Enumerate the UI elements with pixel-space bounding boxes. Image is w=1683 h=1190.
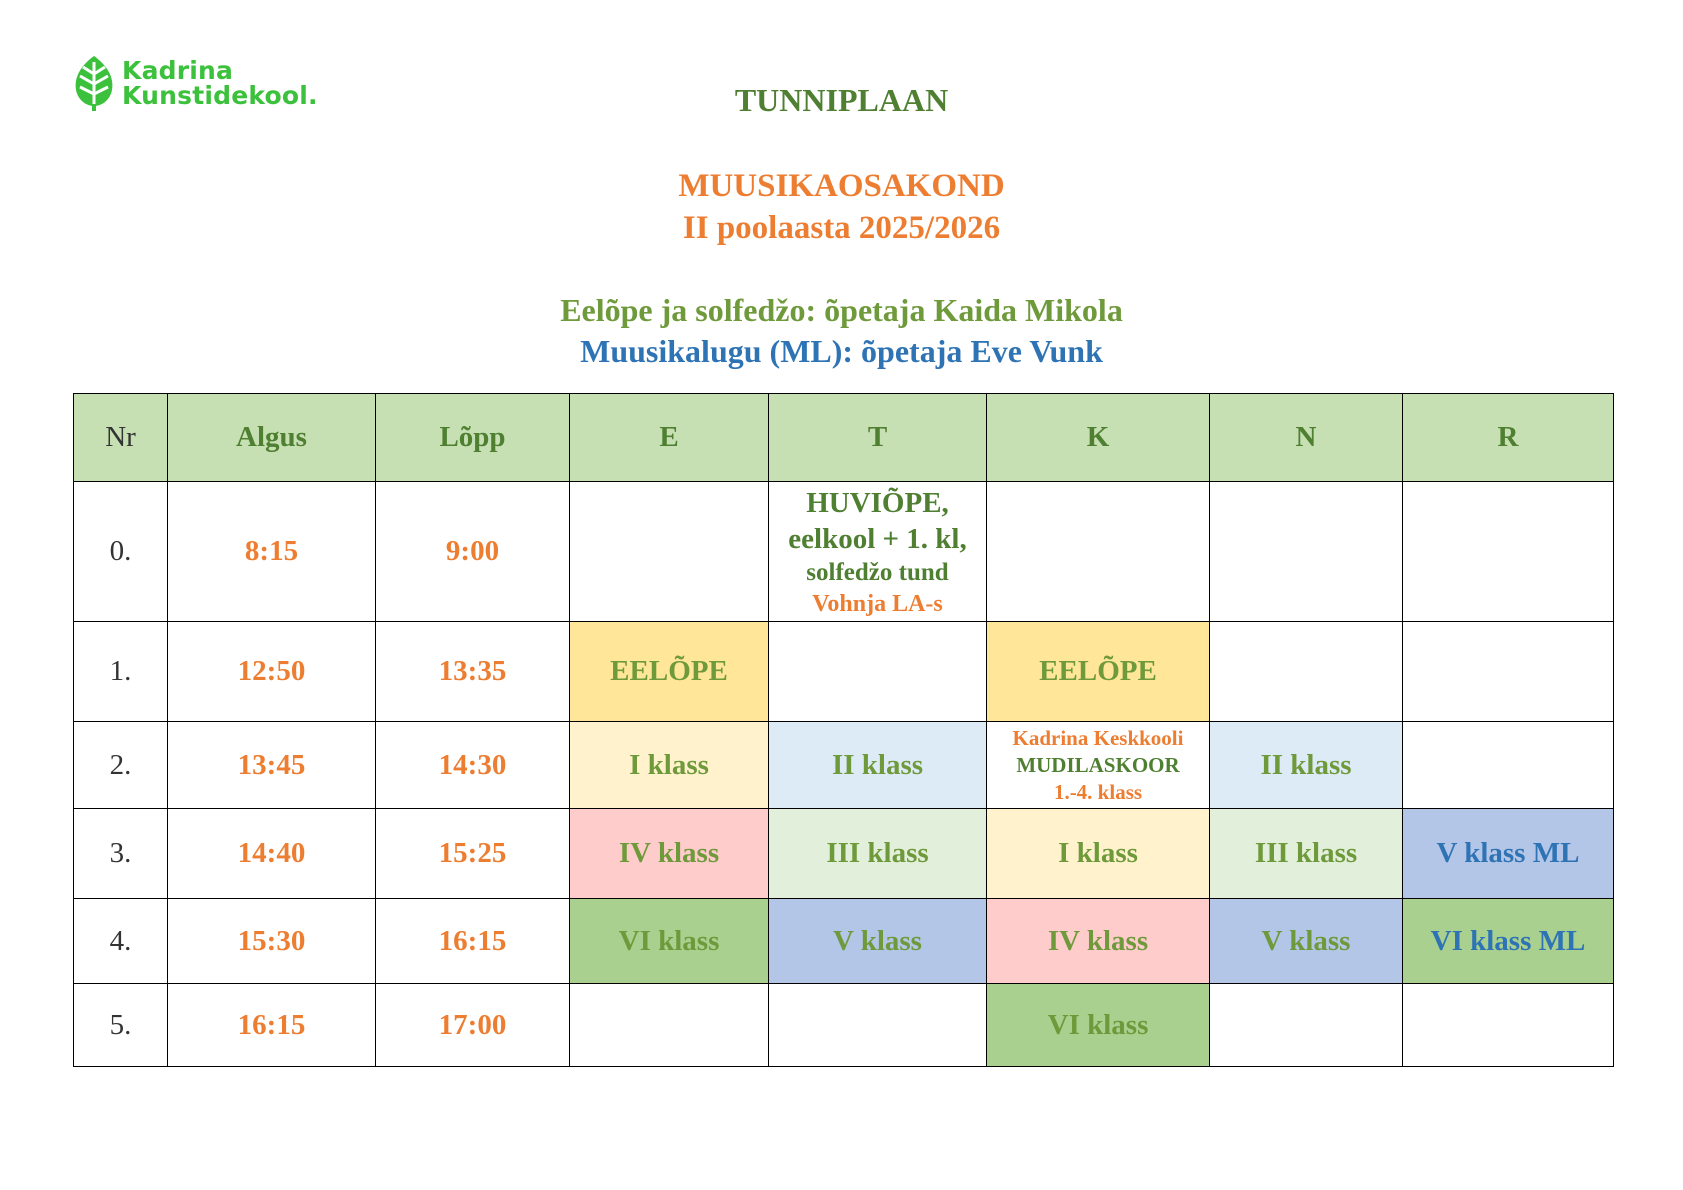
cell-wednesday: EELÕPE	[987, 622, 1210, 722]
col-header-friday: R	[1403, 394, 1614, 482]
col-header-end: Lõpp	[376, 394, 570, 482]
cell-tuesday	[769, 622, 987, 722]
start-time: 16:15	[168, 984, 376, 1067]
logo-line-1: Kadrina	[122, 56, 234, 85]
cell-thursday	[1210, 984, 1403, 1067]
cell-friday	[1403, 722, 1614, 809]
end-time: 17:00	[376, 984, 570, 1067]
cell-thursday: III klass	[1210, 809, 1403, 899]
start-time: 12:50	[168, 622, 376, 722]
row-number: 5.	[74, 984, 168, 1067]
teacher-solfeggio: Eelõpe ja solfedžo: õpetaja Kaida Mikola	[560, 292, 1123, 328]
teachers-block	[0, 290, 1683, 372]
row-number: 0.	[74, 482, 168, 622]
schedule-table	[73, 393, 1614, 1067]
huviope-group: eelkool + 1. kl,	[788, 522, 967, 555]
cell-friday	[1403, 482, 1614, 622]
cell-monday	[570, 984, 769, 1067]
cell-wednesday: VI klass	[987, 984, 1210, 1067]
cell-wednesday: I klass	[987, 809, 1210, 899]
cell-friday: VI klass ML	[1403, 899, 1614, 984]
col-header-tuesday: T	[769, 394, 987, 482]
table-row	[74, 482, 1614, 622]
department-block	[0, 165, 1683, 249]
cell-thursday: II klass	[1210, 722, 1403, 809]
table-row	[74, 809, 1614, 899]
table-row	[74, 984, 1614, 1067]
end-time: 16:15	[376, 899, 570, 984]
start-time: 13:45	[168, 722, 376, 809]
start-time: 14:40	[168, 809, 376, 899]
cell-tuesday: III klass	[769, 809, 987, 899]
cell-monday: VI klass	[570, 899, 769, 984]
row-number: 3.	[74, 809, 168, 899]
end-time: 9:00	[376, 482, 570, 622]
col-header-start: Algus	[168, 394, 376, 482]
start-time: 8:15	[168, 482, 376, 622]
cell-tuesday: II klass	[769, 722, 987, 809]
teacher-music-history: Muusikalugu (ML): õpetaja Eve Vunk	[580, 333, 1103, 369]
row-number: 1.	[74, 622, 168, 722]
cell-wednesday	[987, 482, 1210, 622]
cell-friday: V klass ML	[1403, 809, 1614, 899]
col-header-nr: Nr	[74, 394, 168, 482]
cell-monday: EELÕPE	[570, 622, 769, 722]
huviope-label: HUVIÕPE,	[806, 486, 949, 519]
table-row	[74, 722, 1614, 809]
department-name: MUUSIKAOSAKOND	[678, 168, 1005, 204]
cell-monday: I klass	[570, 722, 769, 809]
cell-friday	[1403, 984, 1614, 1067]
cell-monday: IV klass	[570, 809, 769, 899]
cell-thursday: V klass	[1210, 899, 1403, 984]
table-header-row	[74, 394, 1614, 482]
end-time: 14:30	[376, 722, 570, 809]
start-time: 15:30	[168, 899, 376, 984]
cell-monday	[570, 482, 769, 622]
huviope-location: Vohnja LA-s	[812, 590, 943, 617]
end-time: 15:25	[376, 809, 570, 899]
cell-tuesday	[769, 984, 987, 1067]
choir-name: MUDILASKOOR	[1016, 752, 1180, 777]
table-row	[74, 622, 1614, 722]
choir-grades: 1.-4. klass	[1053, 779, 1143, 804]
cell-thursday	[1210, 622, 1403, 722]
row-number: 2.	[74, 722, 168, 809]
page-title: TUNNIPLAAN	[734, 82, 949, 118]
cell-thursday	[1210, 482, 1403, 622]
table-row	[74, 899, 1614, 984]
cell-tuesday: V klass	[769, 899, 987, 984]
semester-label: II poolaasta 2025/2026	[682, 210, 1001, 246]
cell-wednesday	[987, 722, 1210, 809]
col-header-wednesday: K	[987, 394, 1210, 482]
end-time: 13:35	[376, 622, 570, 722]
cell-wednesday: IV klass	[987, 899, 1210, 984]
cell-friday	[1403, 622, 1614, 722]
choir-school: Kadrina Keskkooli	[1012, 725, 1184, 750]
col-header-monday: E	[570, 394, 769, 482]
logo-line-2: Kunstidekool.	[122, 81, 318, 110]
cell-tuesday	[769, 482, 987, 622]
row-number: 4.	[74, 899, 168, 984]
huviope-subject: solfedžo tund	[806, 558, 949, 586]
col-header-thursday: N	[1210, 394, 1403, 482]
